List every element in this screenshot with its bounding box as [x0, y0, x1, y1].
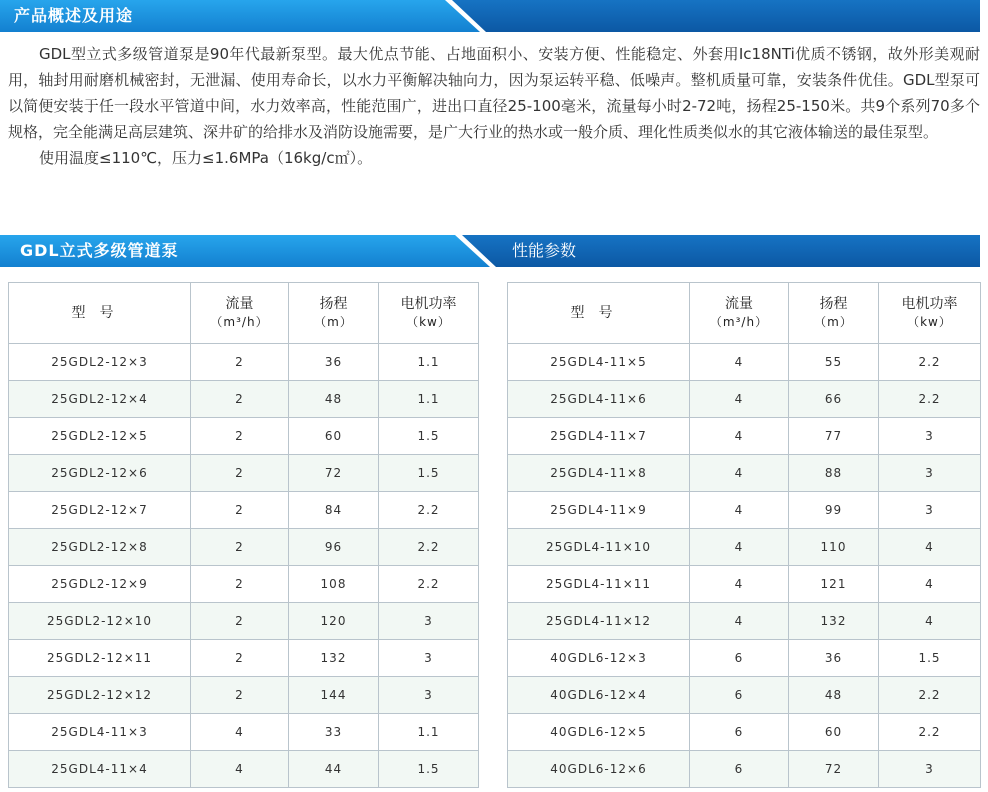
cell-model: 40GDL6-12×4	[508, 677, 690, 714]
cell-model: 25GDL2-12×12	[9, 677, 191, 714]
cell-power: 4	[879, 603, 981, 640]
table-row	[508, 455, 981, 492]
cell-model: 25GDL2-12×5	[9, 418, 191, 455]
spec-table-left-body	[9, 344, 479, 788]
overview-banner	[0, 0, 980, 32]
cell-model: 25GDL4-11×3	[9, 714, 191, 751]
cell-model: 25GDL2-12×4	[9, 381, 191, 418]
cell-flow: 4	[191, 751, 289, 788]
table-row	[9, 344, 479, 381]
cell-flow: 2	[191, 603, 289, 640]
cell-flow: 2	[191, 344, 289, 381]
cell-head: 144	[289, 677, 379, 714]
table-header-row	[9, 283, 479, 344]
cell-head: 48	[289, 381, 379, 418]
cell-power: 2.2	[879, 677, 981, 714]
cell-model: 40GDL6-12×6	[508, 751, 690, 788]
cell-head: 44	[289, 751, 379, 788]
cell-model: 25GDL2-12×10	[9, 603, 191, 640]
table-row	[9, 492, 479, 529]
cell-flow: 4	[690, 344, 789, 381]
cell-flow: 2	[191, 566, 289, 603]
cell-head: 77	[789, 418, 879, 455]
table-row	[9, 677, 479, 714]
col-power-header: 电机功率 （kw）	[879, 283, 981, 344]
cell-head: 36	[289, 344, 379, 381]
cell-power: 1.1	[379, 381, 479, 418]
cell-head: 132	[789, 603, 879, 640]
cell-head: 48	[789, 677, 879, 714]
cell-model: 25GDL4-11×12	[508, 603, 690, 640]
cell-flow: 4	[690, 566, 789, 603]
cell-head: 121	[789, 566, 879, 603]
table-row	[508, 418, 981, 455]
cell-flow: 4	[690, 603, 789, 640]
cell-power: 1.5	[379, 455, 479, 492]
col-power-header: 电机功率 （kw）	[379, 283, 479, 344]
cell-head: 96	[289, 529, 379, 566]
cell-power: 2.2	[879, 344, 981, 381]
col-model-header: 型号	[508, 283, 690, 344]
col-flow-header: 流量 （m³/h）	[191, 283, 289, 344]
spec-table-right	[507, 282, 981, 788]
cell-power: 2.2	[879, 714, 981, 751]
overview-text	[8, 41, 980, 171]
cell-flow: 6	[690, 640, 789, 677]
cell-power: 3	[879, 492, 981, 529]
cell-power: 4	[879, 529, 981, 566]
table-row	[508, 344, 981, 381]
cell-head: 108	[289, 566, 379, 603]
cell-model: 25GDL4-11×6	[508, 381, 690, 418]
cell-head: 88	[789, 455, 879, 492]
spec-table-right-body	[508, 344, 981, 788]
col-flow-header: 流量 （m³/h）	[690, 283, 789, 344]
cell-model: 40GDL6-12×3	[508, 640, 690, 677]
cell-model: 25GDL4-11×10	[508, 529, 690, 566]
cell-model: 25GDL4-11×9	[508, 492, 690, 529]
table-row	[508, 714, 981, 751]
col-head-header: 扬程 （m）	[789, 283, 879, 344]
overview-paragraph-2: 使用温度≤110℃，压力≤1.6MPa（16kg/c㎡）。	[39, 149, 373, 167]
table-row	[9, 381, 479, 418]
cell-flow: 2	[191, 492, 289, 529]
banner-right-bar	[452, 0, 980, 32]
cell-power: 2.2	[379, 492, 479, 529]
cell-power: 3	[379, 640, 479, 677]
cell-flow: 2	[191, 529, 289, 566]
table-row	[508, 492, 981, 529]
table-row	[9, 529, 479, 566]
table-row	[9, 714, 479, 751]
cell-power: 3	[879, 455, 981, 492]
table-row	[508, 603, 981, 640]
tables-subtitle: 性能参数	[512, 241, 577, 260]
cell-flow: 4	[690, 455, 789, 492]
tables-banner	[0, 235, 980, 267]
cell-power: 2.2	[379, 529, 479, 566]
cell-power: 1.5	[879, 640, 981, 677]
cell-power: 2.2	[879, 381, 981, 418]
cell-head: 72	[789, 751, 879, 788]
cell-head: 33	[289, 714, 379, 751]
cell-head: 60	[789, 714, 879, 751]
cell-flow: 4	[690, 529, 789, 566]
table-row	[508, 677, 981, 714]
cell-model: 40GDL6-12×5	[508, 714, 690, 751]
cell-flow: 2	[191, 455, 289, 492]
cell-power: 1.1	[379, 344, 479, 381]
table-row	[9, 751, 479, 788]
cell-model: 25GDL4-11×8	[508, 455, 690, 492]
cell-power: 2.2	[379, 566, 479, 603]
cell-model: 25GDL4-11×4	[9, 751, 191, 788]
cell-power: 3	[379, 603, 479, 640]
overview-heading: 产品概述及用途	[14, 6, 134, 25]
cell-flow: 2	[191, 677, 289, 714]
spec-table-left	[8, 282, 479, 788]
cell-head: 132	[289, 640, 379, 677]
cell-head: 36	[789, 640, 879, 677]
cell-head: 66	[789, 381, 879, 418]
cell-model: 25GDL4-11×5	[508, 344, 690, 381]
table-header-row	[508, 283, 981, 344]
cell-model: 25GDL2-12×3	[9, 344, 191, 381]
cell-power: 3	[379, 677, 479, 714]
cell-flow: 2	[191, 640, 289, 677]
cell-head: 72	[289, 455, 379, 492]
cell-head: 110	[789, 529, 879, 566]
table-row	[508, 640, 981, 677]
cell-flow: 2	[191, 418, 289, 455]
cell-flow: 4	[690, 381, 789, 418]
table-row	[9, 603, 479, 640]
cell-model: 25GDL2-12×9	[9, 566, 191, 603]
cell-power: 1.5	[379, 418, 479, 455]
cell-flow: 6	[690, 714, 789, 751]
table-row	[9, 566, 479, 603]
cell-model: 25GDL2-12×7	[9, 492, 191, 529]
cell-power: 3	[879, 751, 981, 788]
cell-flow: 4	[191, 714, 289, 751]
cell-flow: 2	[191, 381, 289, 418]
cell-model: 25GDL2-12×11	[9, 640, 191, 677]
col-head-header: 扬程 （m）	[289, 283, 379, 344]
cell-model: 25GDL2-12×6	[9, 455, 191, 492]
cell-power: 1.1	[379, 714, 479, 751]
col-model-header: 型号	[9, 283, 191, 344]
cell-head: 120	[289, 603, 379, 640]
cell-power: 4	[879, 566, 981, 603]
cell-flow: 6	[690, 751, 789, 788]
cell-head: 84	[289, 492, 379, 529]
table-row	[508, 381, 981, 418]
cell-model: 25GDL4-11×11	[508, 566, 690, 603]
cell-head: 55	[789, 344, 879, 381]
cell-model: 25GDL2-12×8	[9, 529, 191, 566]
cell-flow: 6	[690, 677, 789, 714]
tables-title: GDL立式多级管道泵	[20, 241, 179, 260]
table-row	[9, 455, 479, 492]
cell-head: 60	[289, 418, 379, 455]
table-row	[508, 529, 981, 566]
table-row	[9, 418, 479, 455]
cell-flow: 4	[690, 492, 789, 529]
cell-model: 25GDL4-11×7	[508, 418, 690, 455]
table-row	[508, 751, 981, 788]
cell-power: 3	[879, 418, 981, 455]
cell-flow: 4	[690, 418, 789, 455]
cell-head: 99	[789, 492, 879, 529]
cell-power: 1.5	[379, 751, 479, 788]
table-row	[508, 566, 981, 603]
table-row	[9, 640, 479, 677]
overview-paragraph-1: GDL型立式多级管道泵是90年代最新泵型。最大优点节能、占地面积小、安装方便、性能稳定、外套用Ic18NTi优质不锈钢，故外形美观耐用，轴封用耐磨机械密封，无泄漏、使用寿命长，以水力平衡解决轴向力，因为泵运转平稳、低噪声。整机质量可靠，安装条件优佳。GDL型泵可以简便安装于任一段水平管道中间，水力效率高，性能范围广，进出口直径25-100毫米，流量每小时2-72吨，扬程25-150米。共9个系列70多个规格，完全能满足高层建筑、深井矿的给排水及消防设施需要，是广大行业的热水或一般介质、理化性质类似水的其它液体输送的最佳泵型。	[8, 45, 980, 141]
